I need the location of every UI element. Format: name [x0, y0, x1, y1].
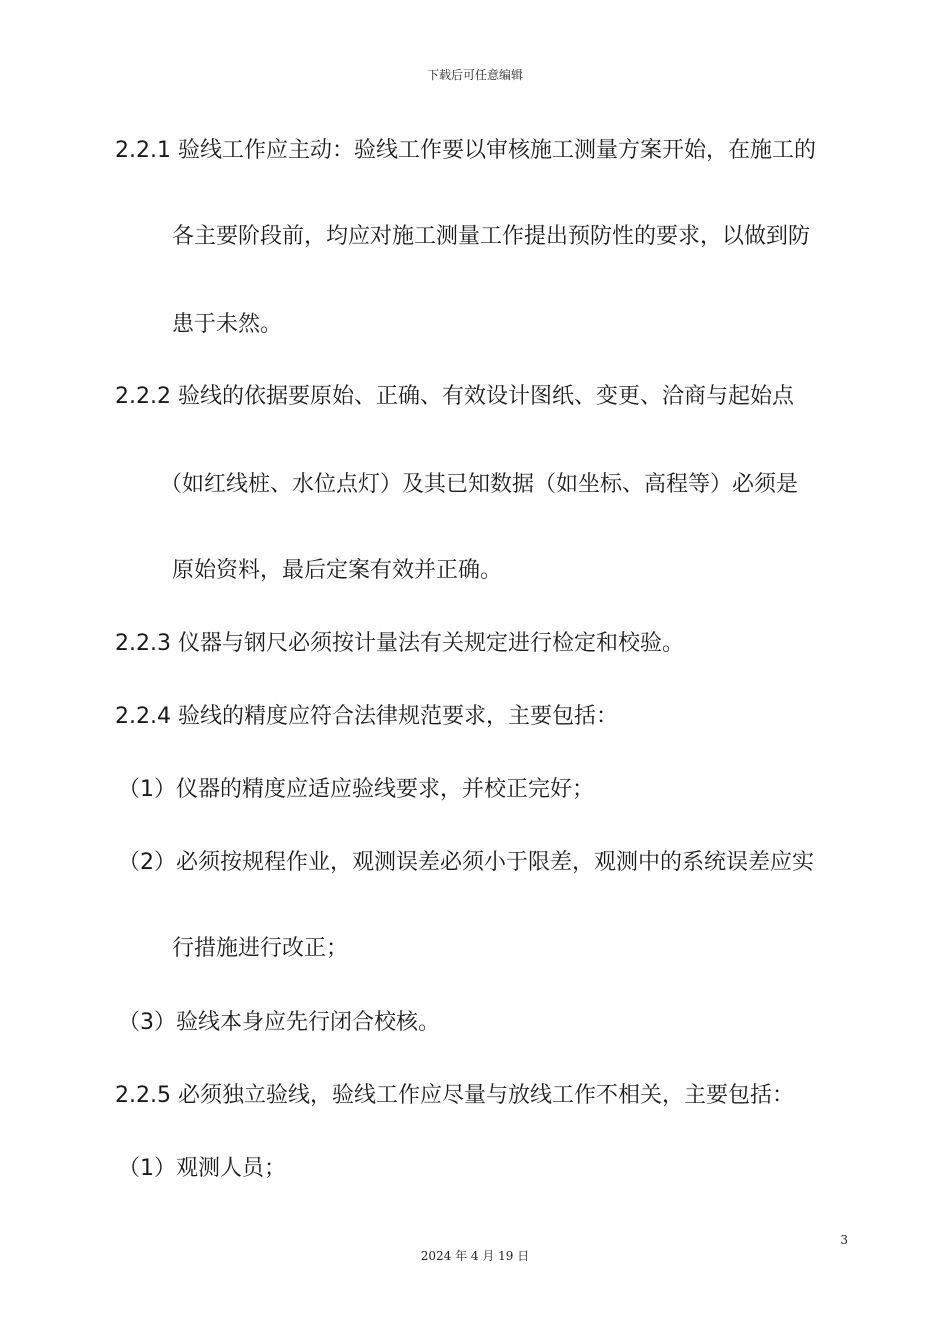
page-footer-date: 2024 年 4 月 19 日: [420, 1249, 530, 1263]
list-item: （1）仪器的精度应适应验线要求，并校正完好；: [118, 777, 594, 802]
page-header: 下载后可任意编辑: [426, 68, 523, 82]
paragraph-line: 2.2.5 必须独立验线，验线工作应尽量与放线工作不相关，主要包括：: [115, 1083, 794, 1108]
page-number: 3: [840, 1233, 848, 1247]
paragraph-line: （如红线桩、水位点灯）及其已知数据（如坐标、高程等）必须是: [160, 472, 799, 497]
paragraph-line: 行措施进行改正；: [172, 936, 349, 961]
list-item: （2）必须按规程作业，观测误差必须小于限差，观测中的系统误差应实: [118, 850, 814, 875]
paragraph-line: 2.2.3 仪器与钢尺必须按计量法有关规定进行检定和校验。: [115, 631, 684, 656]
paragraph-line: 2.2.2 验线的依据要原始、正确、有效设计图纸、变更、洽商与起始点: [115, 384, 794, 409]
list-item: （1）观测人员；: [118, 1156, 286, 1181]
paragraph-line: 患于未然。: [172, 312, 283, 337]
list-item: （3）验线本身应先行闭合校核。: [118, 1010, 440, 1035]
paragraph-line: 各主要阶段前，均应对施工测量工作提出预防性的要求，以做到防: [172, 224, 811, 249]
paragraph-line: 原始资料，最后定案有效并正确。: [172, 558, 503, 583]
paragraph-line: 2.2.4 验线的精度应符合法律规范要求，主要包括：: [115, 704, 618, 729]
paragraph-line: 2.2.1 验线工作应主动：验线工作要以审核施工测量方案开始，在施工的: [115, 138, 816, 163]
